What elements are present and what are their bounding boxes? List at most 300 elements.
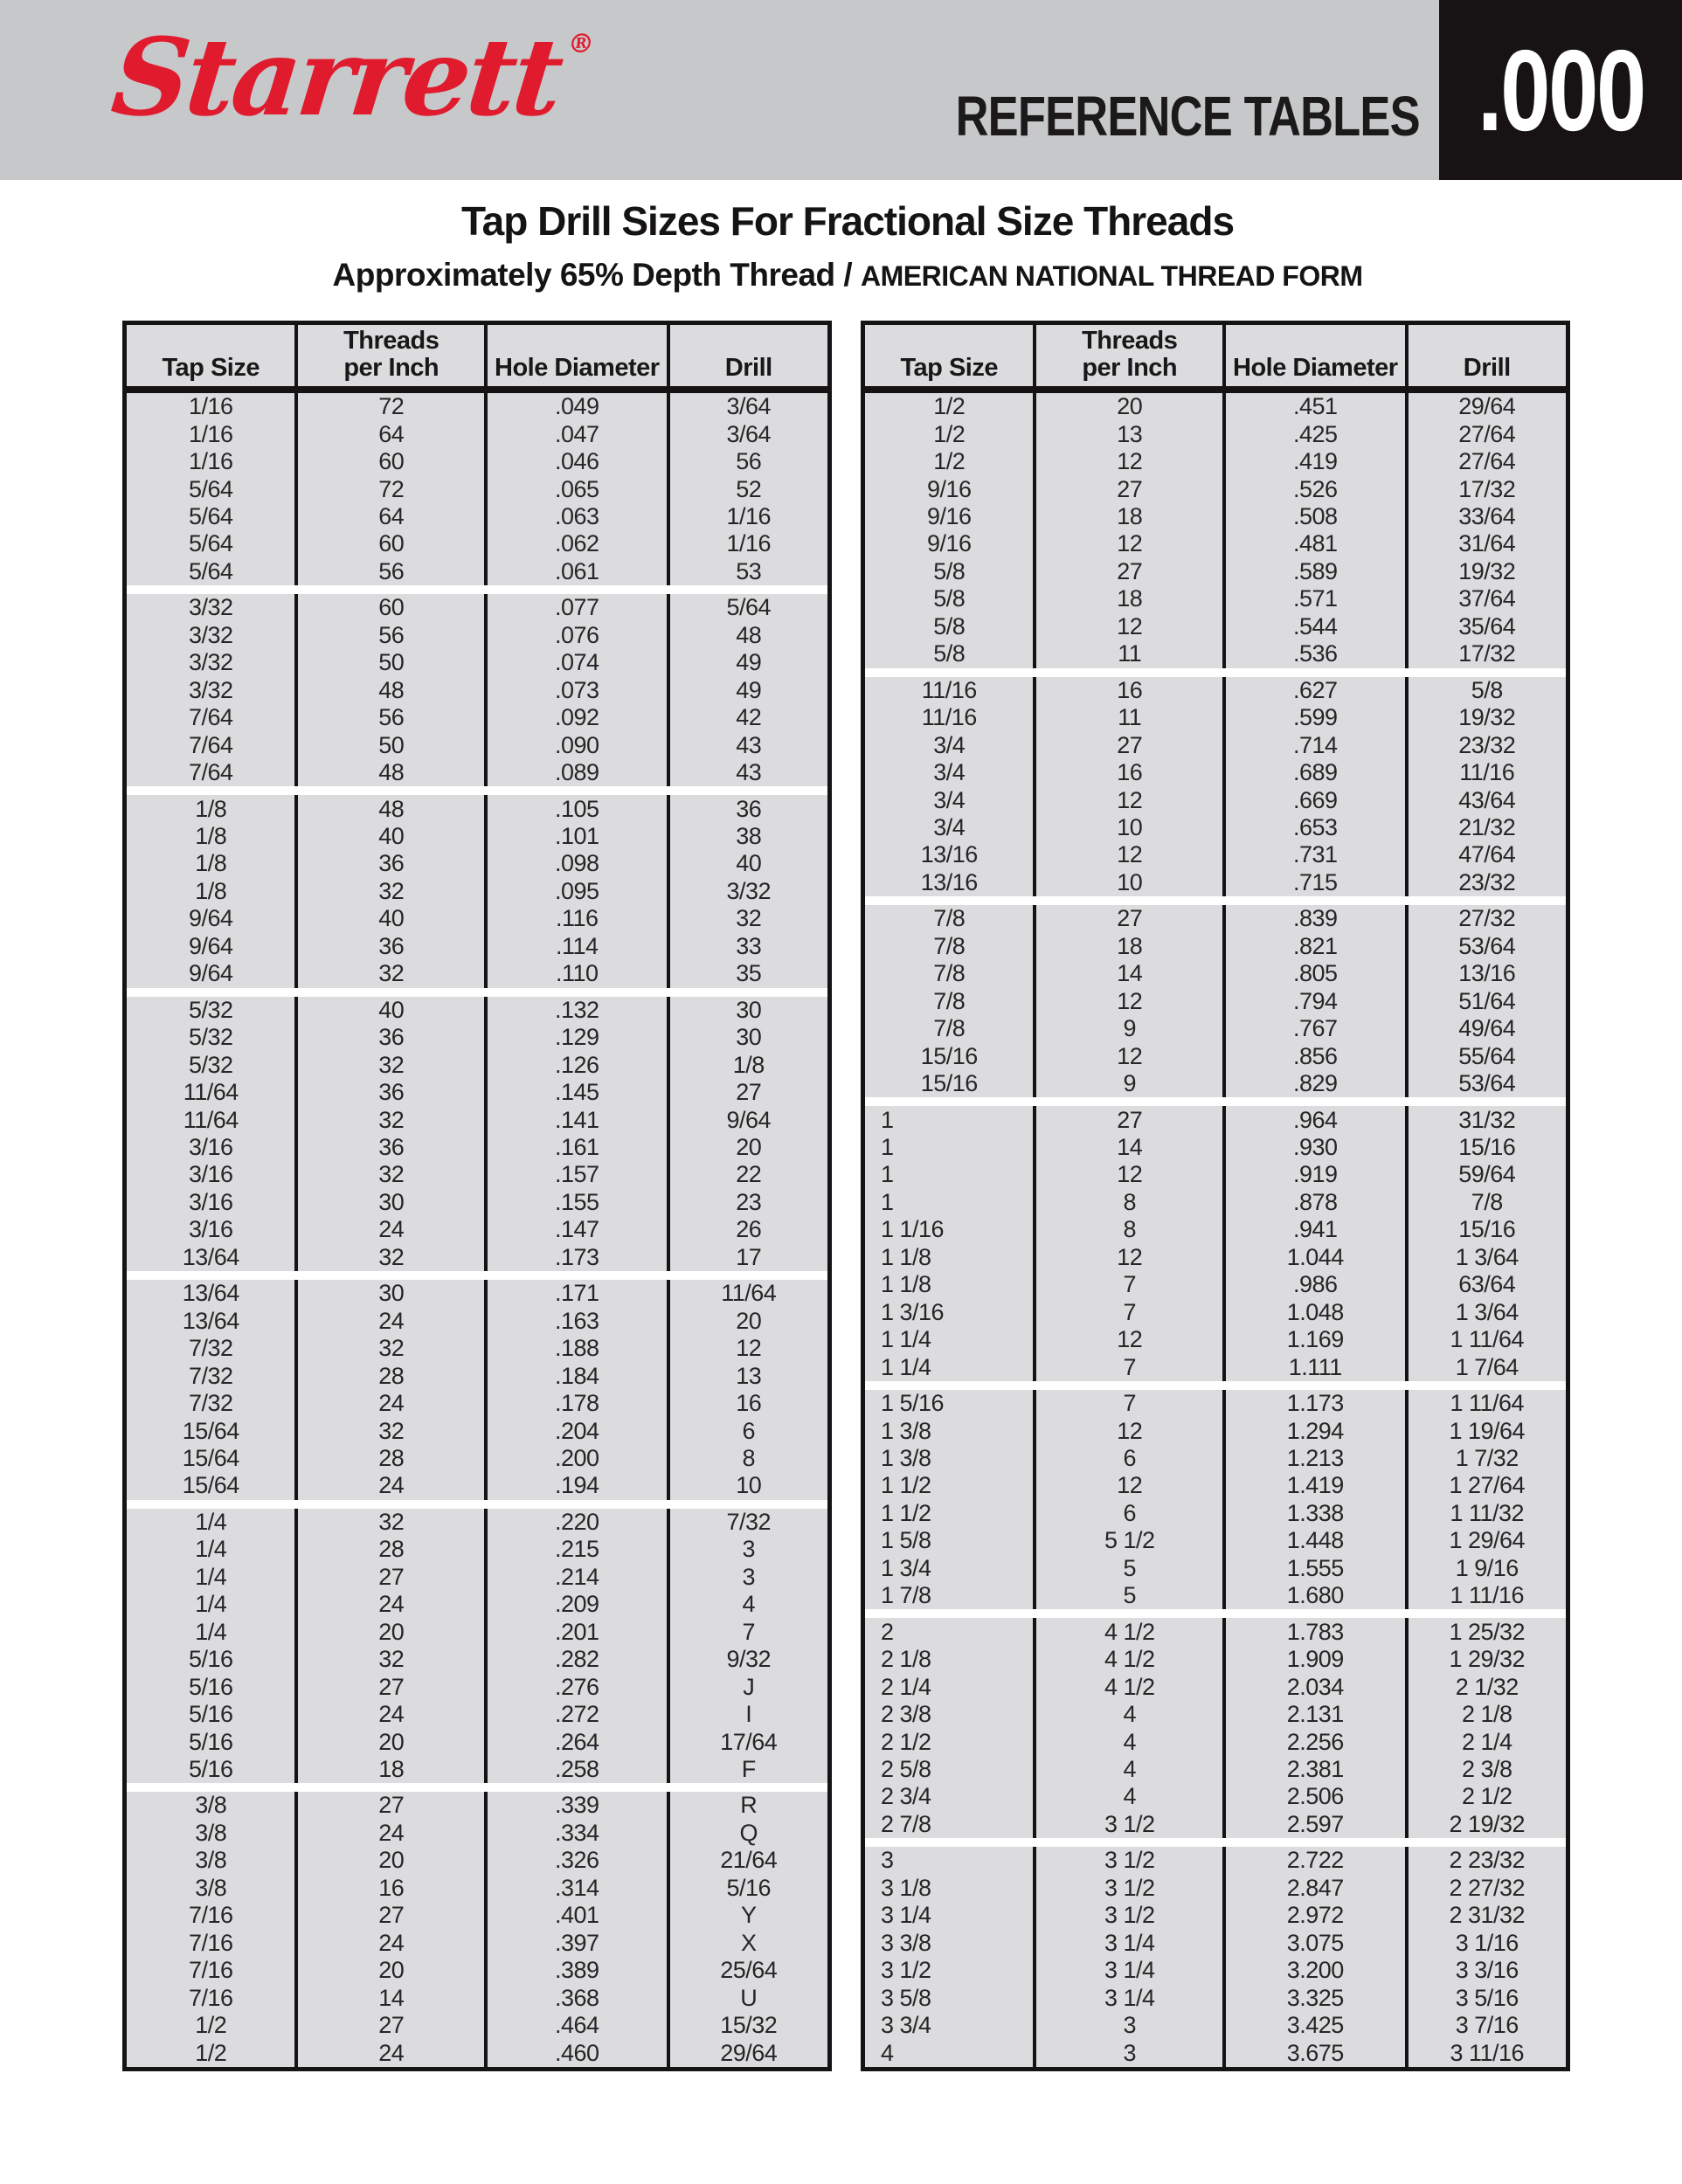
table-cell: 3 7/16 <box>1455 2012 1519 2039</box>
table-cell: 14 <box>1036 960 1226 987</box>
table-cell: 3 1/2 <box>1036 1875 1226 1902</box>
table-row <box>127 1564 827 1591</box>
table-cell: 1 29/32 <box>1449 1646 1526 1673</box>
column-header-label: Hole Diameter <box>495 354 660 382</box>
table-row <box>127 1106 827 1133</box>
table-row <box>127 1024 827 1051</box>
table-cell: .571 <box>1226 585 1409 612</box>
table-cell: 32 <box>736 905 762 932</box>
table-cell: 1 1/4 <box>865 1353 1036 1380</box>
table-cell: 2 3/8 <box>865 1701 1036 1728</box>
table-cell: U <box>740 1984 758 2011</box>
table-cell: 32 <box>298 1417 488 1444</box>
table-cell: .074 <box>488 649 670 676</box>
table-cell: 40 <box>298 997 488 1024</box>
table-row <box>127 1536 827 1563</box>
table-row <box>865 1756 1566 1783</box>
table-cell: .126 <box>488 1051 670 1078</box>
table-cell: 16 <box>298 1875 488 1902</box>
table-cell: 15/64 <box>127 1417 298 1444</box>
table-cell: 49 <box>736 649 762 676</box>
table-cell: 13/64 <box>127 1308 298 1335</box>
table-cell: .653 <box>1226 814 1409 841</box>
table-cell: 60 <box>298 448 488 475</box>
table-row <box>865 1957 1566 1984</box>
table-cell: 1/4 <box>127 1564 298 1591</box>
table-row <box>865 475 1566 502</box>
table-cell: R <box>740 1792 758 1819</box>
table-cell: 17/32 <box>1458 640 1516 667</box>
table-cell: 7/64 <box>127 759 298 786</box>
table-cell: 1/2 <box>127 2039 298 2066</box>
table-cell: 14 <box>298 1984 488 2011</box>
table-cell: 3/8 <box>127 1847 298 1874</box>
table-cell: 1 1/8 <box>865 1271 1036 1298</box>
table-cell: 24 <box>298 1820 488 1847</box>
table-cell: 7/8 <box>865 905 1036 932</box>
table-row <box>127 1390 827 1417</box>
table-row <box>127 878 827 905</box>
table-header-row <box>865 325 1566 393</box>
table-cell: .184 <box>488 1362 670 1389</box>
table-cell: 3 1/4 <box>1036 1929 1226 1956</box>
table-cell: .061 <box>488 558 670 585</box>
table-cell: .460 <box>488 2039 670 2066</box>
table-cell: 3 1/2 <box>1036 1902 1226 1929</box>
table-row <box>127 1875 827 1902</box>
table-cell: 7/64 <box>127 731 298 758</box>
table-cell: 52 <box>736 475 762 502</box>
table-cell: 15/64 <box>127 1472 298 1499</box>
table-row <box>865 420 1566 447</box>
table-cell: 1/2 <box>865 420 1036 447</box>
table-row <box>127 1820 827 1847</box>
table-cell: .389 <box>488 1957 670 1984</box>
table-cell: 1 11/16 <box>1450 1582 1525 1609</box>
table-cell: .334 <box>488 1820 670 1847</box>
table-row <box>127 997 827 1024</box>
table-row <box>127 558 827 585</box>
table-row <box>127 594 827 621</box>
table-cell: 1 3/64 <box>1455 1243 1519 1270</box>
table-cell: 32 <box>298 1051 488 1078</box>
table-cell: 9/16 <box>865 503 1036 530</box>
table-cell: 7/8 <box>865 988 1036 1015</box>
table-cell: 27 <box>298 1673 488 1700</box>
table-cell: 48 <box>736 621 762 648</box>
table-cell: 11/16 <box>865 677 1036 704</box>
table-row <box>127 1362 827 1389</box>
table-cell: 13/16 <box>865 869 1036 896</box>
table-row <box>865 1582 1566 1609</box>
table-row <box>127 1929 827 1956</box>
table-cell: 32 <box>298 1509 488 1536</box>
table-cell: 12 <box>1036 530 1226 557</box>
table-cell: 5/8 <box>865 558 1036 585</box>
section-title: REFERENCE TABLES <box>955 85 1420 148</box>
table-cell: 30 <box>736 1024 762 1051</box>
table-cell: 13/16 <box>865 841 1036 868</box>
table-cell: .919 <box>1226 1161 1409 1188</box>
table-cell: 5/8 <box>865 640 1036 667</box>
starrett-logo-text: Starrett <box>107 14 566 140</box>
table-row <box>865 731 1566 758</box>
column-header-label: Drill <box>724 354 772 382</box>
table-cell: 12 <box>1036 1472 1226 1499</box>
table-cell: 3/16 <box>127 1161 298 1188</box>
table-cell: J <box>743 1673 755 1700</box>
table-cell: 1 19/64 <box>1449 1417 1526 1444</box>
table-cell: 12 <box>1036 1042 1226 1069</box>
table-row <box>127 1216 827 1243</box>
table-row <box>865 1811 1566 1838</box>
table-cell: 24 <box>298 1929 488 1956</box>
table-row <box>865 1527 1566 1554</box>
table-row <box>127 393 827 420</box>
table-cell: 1 11/64 <box>1450 1390 1525 1417</box>
table-cell: 4 1/2 <box>1036 1646 1226 1673</box>
table-row <box>865 1673 1566 1700</box>
table-cell: .829 <box>1226 1070 1409 1097</box>
table-cell: 5/64 <box>127 503 298 530</box>
subtitle-main: Approximately 65% Depth Thread / <box>332 257 861 293</box>
table-cell: 12 <box>1036 1244 1226 1271</box>
table-cell: 3/16 <box>127 1134 298 1161</box>
group-separator <box>865 1097 1566 1106</box>
table-cell: .046 <box>488 448 670 475</box>
table-cell: .157 <box>488 1161 670 1188</box>
table-cell: 8 <box>1036 1189 1226 1216</box>
table-cell: 2.597 <box>1226 1811 1409 1838</box>
table-cell: Y <box>740 1902 757 1929</box>
table-cell: 3/32 <box>127 594 298 621</box>
table-cell: .214 <box>488 1564 670 1591</box>
table-cell: 7/64 <box>127 704 298 731</box>
table-cell: 3 1/8 <box>865 1875 1036 1902</box>
table-cell: 1.419 <box>1226 1472 1409 1499</box>
table-cell: 1 <box>865 1106 1036 1133</box>
table-cell: 8 <box>1036 1216 1226 1243</box>
table-cell: 1/4 <box>127 1509 298 1536</box>
group-separator <box>865 1609 1566 1618</box>
table-row <box>127 1189 827 1216</box>
table-row <box>127 1335 827 1362</box>
table-cell: 16 <box>1036 759 1226 786</box>
table-cell: 5/16 <box>127 1646 298 1673</box>
table-cell: 13/16 <box>1458 960 1516 987</box>
table-cell: 2 1/8 <box>865 1646 1036 1673</box>
table-cell: 15/64 <box>127 1445 298 1472</box>
table-row <box>865 393 1566 420</box>
table-cell: 20 <box>298 1728 488 1755</box>
table-cell: 24 <box>298 1308 488 1335</box>
table-cell: 3 <box>742 1536 756 1563</box>
table-cell: 27 <box>736 1079 762 1106</box>
table-cell: 49/64 <box>1458 1015 1516 1042</box>
table-cell: .092 <box>488 704 670 731</box>
table-row <box>865 1646 1566 1673</box>
table-cell: 18 <box>1036 503 1226 530</box>
table-cell: 9/16 <box>865 530 1036 557</box>
column-header-threads-per-inch <box>1036 325 1226 386</box>
table-cell: 2 1/4 <box>1461 1728 1512 1755</box>
table-cell: 3/64 <box>726 420 772 447</box>
table-cell: 7/8 <box>1471 1188 1503 1215</box>
table-cell: 1 1/8 <box>865 1244 1036 1271</box>
table-cell: 1/8 <box>127 795 298 822</box>
table-cell: 32 <box>298 960 488 987</box>
table-row <box>127 1847 827 1874</box>
table-row <box>127 1509 827 1536</box>
table-cell: 1 29/64 <box>1449 1527 1526 1554</box>
table-cell: .627 <box>1226 677 1409 704</box>
table-row <box>865 1244 1566 1271</box>
table-row <box>127 1051 827 1078</box>
table-row <box>127 1244 827 1271</box>
column-header-tap-size <box>127 325 298 386</box>
table-cell: 7/8 <box>865 960 1036 987</box>
table-row <box>127 795 827 822</box>
table-cell: 3 1/4 <box>865 1902 1036 1929</box>
table-cell: .599 <box>1226 704 1409 731</box>
table-cell: 1/4 <box>127 1536 298 1563</box>
table-cell: 2.256 <box>1226 1728 1409 1755</box>
table-cell: 2 1/2 <box>1461 1783 1512 1810</box>
table-cell: 9/64 <box>127 933 298 960</box>
table-cell: 1 1/2 <box>865 1472 1036 1499</box>
table-cell: 1 7/8 <box>865 1582 1036 1609</box>
table-cell: 9 <box>1036 1015 1226 1042</box>
table-cell: 72 <box>298 475 488 502</box>
column-header-drill <box>1409 325 1566 386</box>
table-cell: 7/32 <box>726 1508 772 1535</box>
table-cell: 36 <box>298 1024 488 1051</box>
table-cell: 1.909 <box>1226 1646 1409 1673</box>
table-cell: 29/64 <box>720 2039 778 2066</box>
table-cell: 32 <box>298 1106 488 1133</box>
table-cell: 8 <box>742 1444 756 1471</box>
table-cell: 26 <box>736 1216 762 1243</box>
table-row <box>865 1161 1566 1188</box>
table-cell: 20 <box>298 1847 488 1874</box>
page-title: Tap Drill Sizes For Fractional Size Threads <box>460 198 1235 244</box>
table-cell: 11/16 <box>1459 759 1515 786</box>
table-cell: 3 3/16 <box>1455 1957 1519 1984</box>
table-cell: 2.131 <box>1226 1701 1409 1728</box>
table-cell: 7/32 <box>127 1362 298 1389</box>
table-cell: .163 <box>488 1308 670 1335</box>
table-cell: 9 <box>1036 1070 1226 1097</box>
table-row <box>127 1591 827 1618</box>
table-row <box>865 1326 1566 1353</box>
starrett-logo <box>103 7 598 173</box>
table-cell: 53 <box>736 557 762 584</box>
table-cell: .544 <box>1226 613 1409 640</box>
table-cell: .314 <box>488 1875 670 1902</box>
tap-drill-table-left <box>122 321 832 2071</box>
table-cell: 4 1/2 <box>1036 1673 1226 1700</box>
table-cell: 1 1/2 <box>865 1500 1036 1527</box>
table-cell: 2 7/8 <box>865 1811 1036 1838</box>
table-row <box>127 420 827 447</box>
table-cell: 1 11/64 <box>1450 1326 1525 1353</box>
table-row <box>127 850 827 877</box>
table-cell: 11/64 <box>127 1079 298 1106</box>
table-cell: 11/64 <box>721 1280 777 1307</box>
table-row <box>127 731 827 758</box>
table-cell: 3 3/8 <box>865 1929 1036 1956</box>
table-cell: 2 <box>865 1618 1036 1645</box>
table-cell: .220 <box>488 1509 670 1536</box>
table-cell: 9/32 <box>726 1646 772 1673</box>
table-cell: .258 <box>488 1756 670 1783</box>
table-cell: 31/64 <box>1458 530 1516 557</box>
table-cell: .188 <box>488 1335 670 1362</box>
table-row <box>865 1555 1566 1582</box>
table-cell: 15/16 <box>865 1070 1036 1097</box>
table-cell: 7/16 <box>127 1957 298 1984</box>
table-cell: 7/16 <box>127 1929 298 1956</box>
table-cell: 3 1/2 <box>1036 1847 1226 1874</box>
table-cell: 3/16 <box>127 1189 298 1216</box>
table-cell: 1 3/64 <box>1455 1298 1519 1325</box>
table-row <box>127 448 827 475</box>
table-cell: .145 <box>488 1079 670 1106</box>
table-cell: .049 <box>488 393 670 420</box>
table-row <box>127 2012 827 2039</box>
table-cell: 47/64 <box>1458 841 1516 868</box>
table-cell: .209 <box>488 1591 670 1618</box>
table-cell: 1/16 <box>127 420 298 447</box>
table-cell: 1.111 <box>1226 1353 1409 1380</box>
table-cell: 59/64 <box>1458 1161 1516 1188</box>
table-row <box>865 1271 1566 1298</box>
table-cell: 4 <box>865 2039 1036 2066</box>
table-cell: 7 <box>1036 1390 1226 1417</box>
table-cell: .464 <box>488 2012 670 2039</box>
table-cell: .114 <box>488 933 670 960</box>
group-separator <box>127 585 827 594</box>
table-row <box>865 1847 1566 1874</box>
table-cell: 3/32 <box>127 649 298 676</box>
table-row <box>127 1134 827 1161</box>
table-cell: .986 <box>1226 1271 1409 1298</box>
table-row <box>865 585 1566 612</box>
table-cell: 3.425 <box>1226 2012 1409 2039</box>
table-cell: 5/16 <box>127 1756 298 1783</box>
table-cell: 2 3/8 <box>1461 1755 1512 1782</box>
table-cell: 2 1/32 <box>1455 1673 1519 1700</box>
table-cell: 53/64 <box>1458 1070 1516 1097</box>
table-row <box>865 841 1566 868</box>
table-row <box>865 1929 1566 1956</box>
table-cell: 9/64 <box>127 905 298 932</box>
table-cell: 3/4 <box>865 731 1036 758</box>
table-cell: .669 <box>1226 786 1409 813</box>
table-row <box>127 759 827 786</box>
table-cell: 21/32 <box>1458 814 1516 841</box>
table-cell: 49 <box>736 676 762 703</box>
table-cell: 24 <box>298 1472 488 1499</box>
table-cell: 3 1/4 <box>1036 1957 1226 1984</box>
table-cell: .794 <box>1226 988 1409 1015</box>
table-cell: 27 <box>1036 731 1226 758</box>
table-cell: 1.044 <box>1226 1244 1409 1271</box>
table-row <box>865 1701 1566 1728</box>
table-row <box>865 1984 1566 2011</box>
table-cell: 4 <box>1036 1701 1226 1728</box>
table-cell: 28 <box>298 1362 488 1389</box>
table-row <box>865 869 1566 896</box>
table-cell: 5 <box>1036 1582 1226 1609</box>
table-cell: .095 <box>488 878 670 905</box>
table-cell: 12 <box>1036 841 1226 868</box>
table-cell: 21/64 <box>720 1847 778 1874</box>
table-cell: .856 <box>1226 1042 1409 1069</box>
table-cell: 33 <box>736 932 762 959</box>
table-cell: 56 <box>736 448 762 475</box>
table-cell: 2 5/8 <box>865 1756 1036 1783</box>
table-row <box>865 1106 1566 1133</box>
table-row <box>127 823 827 850</box>
table-cell: 36 <box>298 1134 488 1161</box>
table-row <box>865 1728 1566 1755</box>
table-cell: .821 <box>1226 933 1409 960</box>
table-row <box>865 2039 1566 2066</box>
table-cell: 1.783 <box>1226 1618 1409 1645</box>
table-cell: .073 <box>488 677 670 704</box>
table-cell: 10 <box>1036 869 1226 896</box>
table-cell: 32 <box>298 1335 488 1362</box>
table-cell: 35/64 <box>1458 612 1516 639</box>
column-header-label: Tap Size <box>900 354 998 382</box>
table-cell: 14 <box>1036 1134 1226 1161</box>
table-cell: 7 <box>742 1618 756 1645</box>
table-cell: 1 5/16 <box>865 1390 1036 1417</box>
table-cell: .264 <box>488 1728 670 1755</box>
table-cell: .201 <box>488 1618 670 1645</box>
table-row <box>865 1875 1566 1902</box>
table-cell: 23 <box>736 1188 762 1215</box>
table-cell: 51/64 <box>1458 987 1516 1014</box>
table-row <box>865 1299 1566 1326</box>
table-cell: 11/16 <box>865 704 1036 731</box>
table-cell: 27 <box>298 1564 488 1591</box>
column-header-hole-diameter <box>488 325 670 386</box>
table-cell: 64 <box>298 503 488 530</box>
table-cell: 2 31/32 <box>1449 1902 1526 1929</box>
table-cell: 5/16 <box>726 1874 772 1901</box>
table-cell: 33/64 <box>1458 503 1516 530</box>
table-cell: 1 5/8 <box>865 1527 1036 1554</box>
table-cell: 50 <box>298 649 488 676</box>
table-row <box>127 905 827 932</box>
table-row <box>865 1500 1566 1527</box>
table-cell: 3/32 <box>726 877 772 904</box>
table-cell: 56 <box>298 558 488 585</box>
table-cell: 1/8 <box>127 823 298 850</box>
table-row <box>127 1756 827 1783</box>
table-cell: 5/16 <box>127 1728 298 1755</box>
table-cell: 17/32 <box>1458 475 1516 502</box>
group-separator <box>865 896 1566 905</box>
table-row <box>127 960 827 987</box>
table-cell: 4 1/2 <box>1036 1618 1226 1645</box>
table-cell: .401 <box>488 1902 670 1929</box>
table-cell: 1/4 <box>127 1618 298 1645</box>
table-cell: .204 <box>488 1417 670 1444</box>
column-header-label: Drill <box>1463 354 1511 382</box>
